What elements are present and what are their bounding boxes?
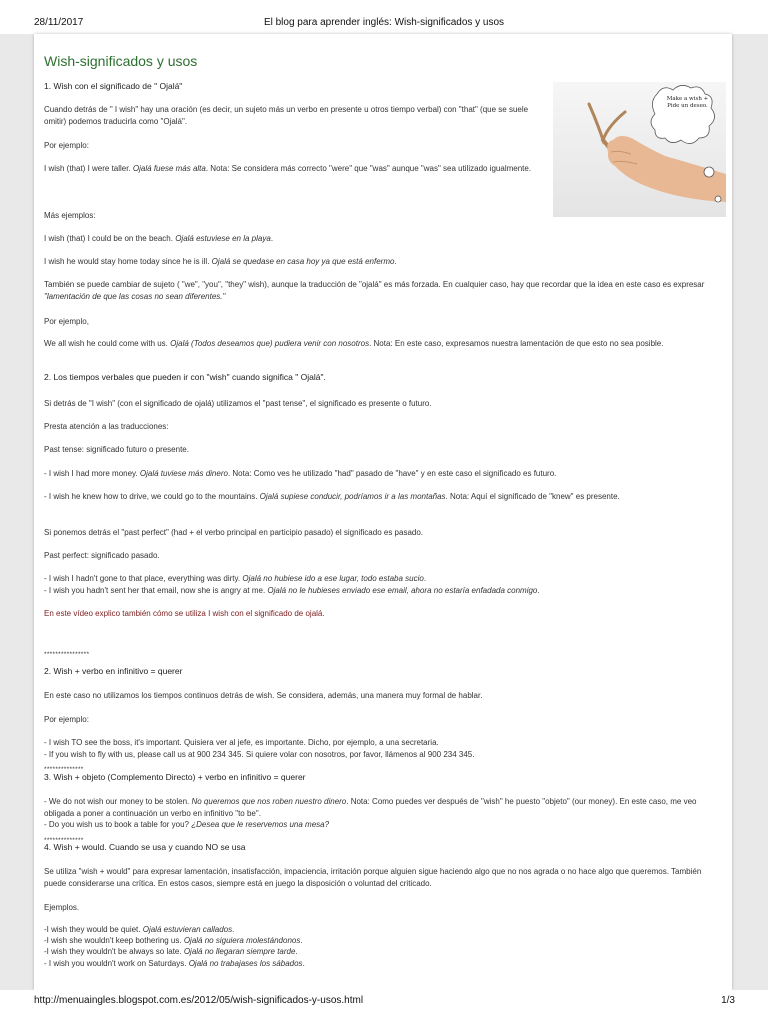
post-paragraph	[44, 819, 724, 831]
paragraph-text: . Nota: En este caso, expresamos nuestra lamentación de que esto no sea posible.	[369, 339, 664, 348]
post-paragraph	[44, 585, 724, 597]
paragraph-text: Ejemplos.	[44, 903, 80, 912]
paragraph-text: ****************	[44, 650, 90, 658]
paragraph-text: - I wish he knew how to drive, we could go to the mountains.	[44, 492, 260, 501]
paragraph-text: . Nota: Como puedes ver después de "wish" he puesto "objeto" (our money). En este caso, me veo obligada a poner a continuación un verbo en infinitivo "to be".	[44, 797, 697, 818]
paragraph-text: .	[295, 947, 298, 956]
spanish-translation: Ojalá (Todos deseamos que) pudiera venir con nosotros	[170, 339, 370, 348]
paragraph-text: - Do you wish us to book a table for you?	[44, 820, 192, 829]
thought-bubble-text: Make a wish + Pide un deseo.	[666, 96, 709, 109]
spanish-translation: Ojalá no le hubieses enviado ese email, ahora no estaría enfadada conmigo	[267, 586, 538, 595]
spanish-translation: Ojalá no hubiese ido a ese lugar, todo estaba sucio	[242, 574, 424, 583]
paragraph-text: .	[232, 925, 235, 934]
print-url: http://menuaingles.blogspot.com.es/2012/05/wish-significados-y-usos.html	[34, 995, 364, 1006]
paragraph-text: .	[537, 586, 540, 595]
paragraph-text: También se puede cambiar de sujeto ( "we", "you", "they" wish), aunque la traducción de "ojalá" es más forzada. En cualquier caso, hay que recordar que la idea en este caso es expresar	[44, 280, 705, 289]
spanish-translation: Ojalá estuvieran callados	[142, 925, 233, 934]
paragraph-text: Por ejemplo:	[44, 141, 89, 150]
paragraph-text: -I wish she wouldn't keep bothering us.	[44, 936, 184, 945]
paragraph-text: Más ejemplos:	[44, 211, 96, 220]
paragraph-text: Cuando detrás de " I wish" hay una oración (es decir, un sujeto más un verbo en presente u otros tiempo verbal) con "that" (que se suele omitir) podemos traducirla como "Ojalá".	[44, 105, 529, 126]
paragraph-text: Past tense: significado futuro o presente.	[44, 445, 189, 454]
section-heading	[44, 81, 544, 93]
section-heading	[44, 666, 724, 678]
paragraph-text: 2. Los tiempos verbales que pueden ir con "wish" cuando significa " Ojalá".	[44, 372, 326, 382]
paragraph-text: -I wish they wouldn't be always so late.	[44, 947, 184, 956]
paragraph-text: - If you wish to fly with us, please call us at 900 234 345. Si quiere volar con nosotros, por favor, llámenos al 900 234 345.	[44, 750, 475, 759]
post-paragraph	[44, 104, 544, 127]
spanish-translation: ¿Desea que le reservemos una mesa?	[191, 820, 330, 829]
spanish-translation: Ojalá supiese conducir, podríamos ir a las montañas	[259, 492, 446, 501]
section-heading	[44, 772, 724, 784]
paragraph-text: - I wish I had more money.	[44, 469, 140, 478]
blog-post-page	[34, 34, 732, 990]
post-paragraph	[44, 468, 724, 480]
post-paragraph	[44, 398, 724, 410]
paragraph-text: We all wish he could come with us.	[44, 339, 171, 348]
paragraph-text: 3. Wish + objeto (Complemento Directo) + verbo en infinitivo = querer	[44, 772, 306, 782]
paragraph-text: - I wish I hadn't gone to that place, everything was dirty.	[44, 574, 243, 583]
print-date: 28/11/2017	[34, 17, 84, 28]
section-heading	[44, 372, 724, 384]
post-paragraph	[44, 233, 724, 245]
paragraph-text: 1. Wish con el significado de " Ojalá"	[44, 81, 183, 91]
post-paragraph	[44, 737, 724, 749]
paragraph-text: . Nota: Como ves he utilizado "had" pasado de "have" y en este caso el significado es futuro.	[227, 469, 557, 478]
post-title[interactable]: Wish-significados y usos	[44, 53, 198, 69]
paragraph-text: I wish (that) I were taller.	[44, 164, 133, 173]
post-paragraph	[44, 714, 724, 726]
post-paragraph	[44, 527, 724, 539]
print-header	[0, 0, 768, 34]
paragraph-text: - I wish you wouldn't work on Saturdays.	[44, 959, 189, 968]
paragraph-text: - I wish TO see the boss, it's important. Quisiera ver al jefe, es importante. Dicho, por ejemplo, a una secretaria.	[44, 738, 439, 747]
post-paragraph	[44, 749, 724, 761]
paragraph-text: .	[394, 257, 397, 266]
post-paragraph	[44, 491, 724, 503]
spanish-translation: Ojalá no llegaran siempre tarde	[183, 947, 296, 956]
page-number: 1/3	[721, 995, 735, 1006]
post-paragraph	[44, 550, 724, 562]
spanish-translation: Ojalá estuviese en la playa	[175, 234, 271, 243]
print-footer	[0, 990, 768, 1024]
section-heading	[44, 842, 724, 854]
spanish-translation: "lamentación de que las cosas no sean diferentes."	[44, 291, 226, 301]
post-paragraph	[44, 210, 724, 222]
paragraph-text: -I wish they would be quiet.	[44, 925, 143, 934]
post-paragraph	[44, 796, 724, 819]
post-paragraph	[44, 924, 724, 936]
paragraph-text: .	[302, 959, 305, 968]
paragraph-text: Si detrás de "I wish" (con el significado de ojalá) utilizamos el "past tense", el significado es presente o futuro.	[44, 399, 432, 408]
post-paragraph	[44, 279, 724, 302]
post-paragraph	[44, 573, 724, 585]
post-paragraph	[44, 163, 544, 175]
spanish-translation: No queremos que nos roben nuestro dinero	[191, 797, 347, 806]
post-paragraph	[44, 958, 724, 970]
paragraph-text: - I wish you hadn't sent her that email, now she is angry at me.	[44, 586, 268, 595]
spanish-translation: Ojalá se quedase en casa hoy ya que está enfermo	[211, 257, 395, 266]
paragraph-text: 2. Wish + verbo en infinitivo = querer	[44, 666, 183, 676]
paragraph-text: . Nota: Aquí el significado de "knew" es presente.	[445, 492, 620, 501]
post-paragraph	[44, 444, 724, 456]
post-paragraph	[44, 935, 724, 947]
post-paragraph	[44, 421, 724, 433]
video-link[interactable]	[44, 608, 724, 620]
paragraph-text: Se utiliza "wish + would" para expresar lamentación, insatisfacción, impaciencia, irritación porque alguien sigue haciendo algo que no nos agrada o no hace algo que queremos. También puede considerarse una crítica. En estos casos, siempre está en juego la disposición o voluntad del criticado.	[44, 867, 702, 888]
post-paragraph	[44, 866, 724, 889]
spanish-translation: Ojalá no trabajases los sábados	[188, 959, 303, 968]
paragraph-text: **************	[44, 836, 84, 844]
paragraph-text: Presta atención a las traducciones:	[44, 422, 169, 431]
post-paragraph	[44, 902, 724, 914]
post-paragraph	[44, 256, 724, 268]
paragraph-text: Past perfect: significado pasado.	[44, 551, 160, 560]
post-paragraph	[44, 316, 724, 328]
spanish-translation: Ojalá no siguiera molestándonos	[183, 936, 301, 945]
paragraph-text: Por ejemplo,	[44, 317, 89, 326]
paragraph-text: .	[423, 574, 427, 583]
paragraph-text: Si ponemos detrás el "past perfect" (had + el verbo principal en participio pasado) el significado es pasado.	[44, 528, 424, 537]
post-paragraph	[44, 690, 724, 702]
post-paragraph	[44, 140, 544, 152]
paragraph-text: **************	[44, 765, 84, 773]
print-page-title: El blog para aprender inglés: Wish-significados y usos	[263, 17, 505, 28]
paragraph-text: Por ejemplo:	[44, 715, 89, 724]
wish-image	[553, 82, 726, 217]
paragraph-text: .	[300, 936, 303, 945]
spanish-translation: Ojalá fuese más alta	[132, 164, 206, 173]
paragraph-text: 4. Wish + would. Cuando se usa y cuando NO se usa	[44, 842, 246, 852]
spanish-translation: Ojalá tuviese más dinero	[139, 469, 228, 478]
paragraph-text: .	[270, 234, 274, 243]
paragraph-text: I wish (that) I could be on the beach.	[44, 234, 176, 243]
paragraph-text: En este vídeo explico también cómo se utiliza I wish con el significado de ojalá.	[44, 609, 325, 618]
paragraph-text: I wish he would stay home today since he is ill.	[44, 257, 212, 266]
paragraph-text: - We do not wish our money to be stolen.	[44, 797, 192, 806]
paragraph-text: . Nota: Se considera más correcto "were" que "was" aunque "was" sea utilizado igualmente.	[205, 164, 532, 173]
post-paragraph	[44, 946, 724, 958]
post-paragraph	[44, 338, 724, 350]
separator-stars	[44, 651, 89, 658]
paragraph-text: En este caso no utilizamos los tiempos continuos detrás de wish. Se considera, además, una manera muy formal de hablar.	[44, 691, 483, 700]
